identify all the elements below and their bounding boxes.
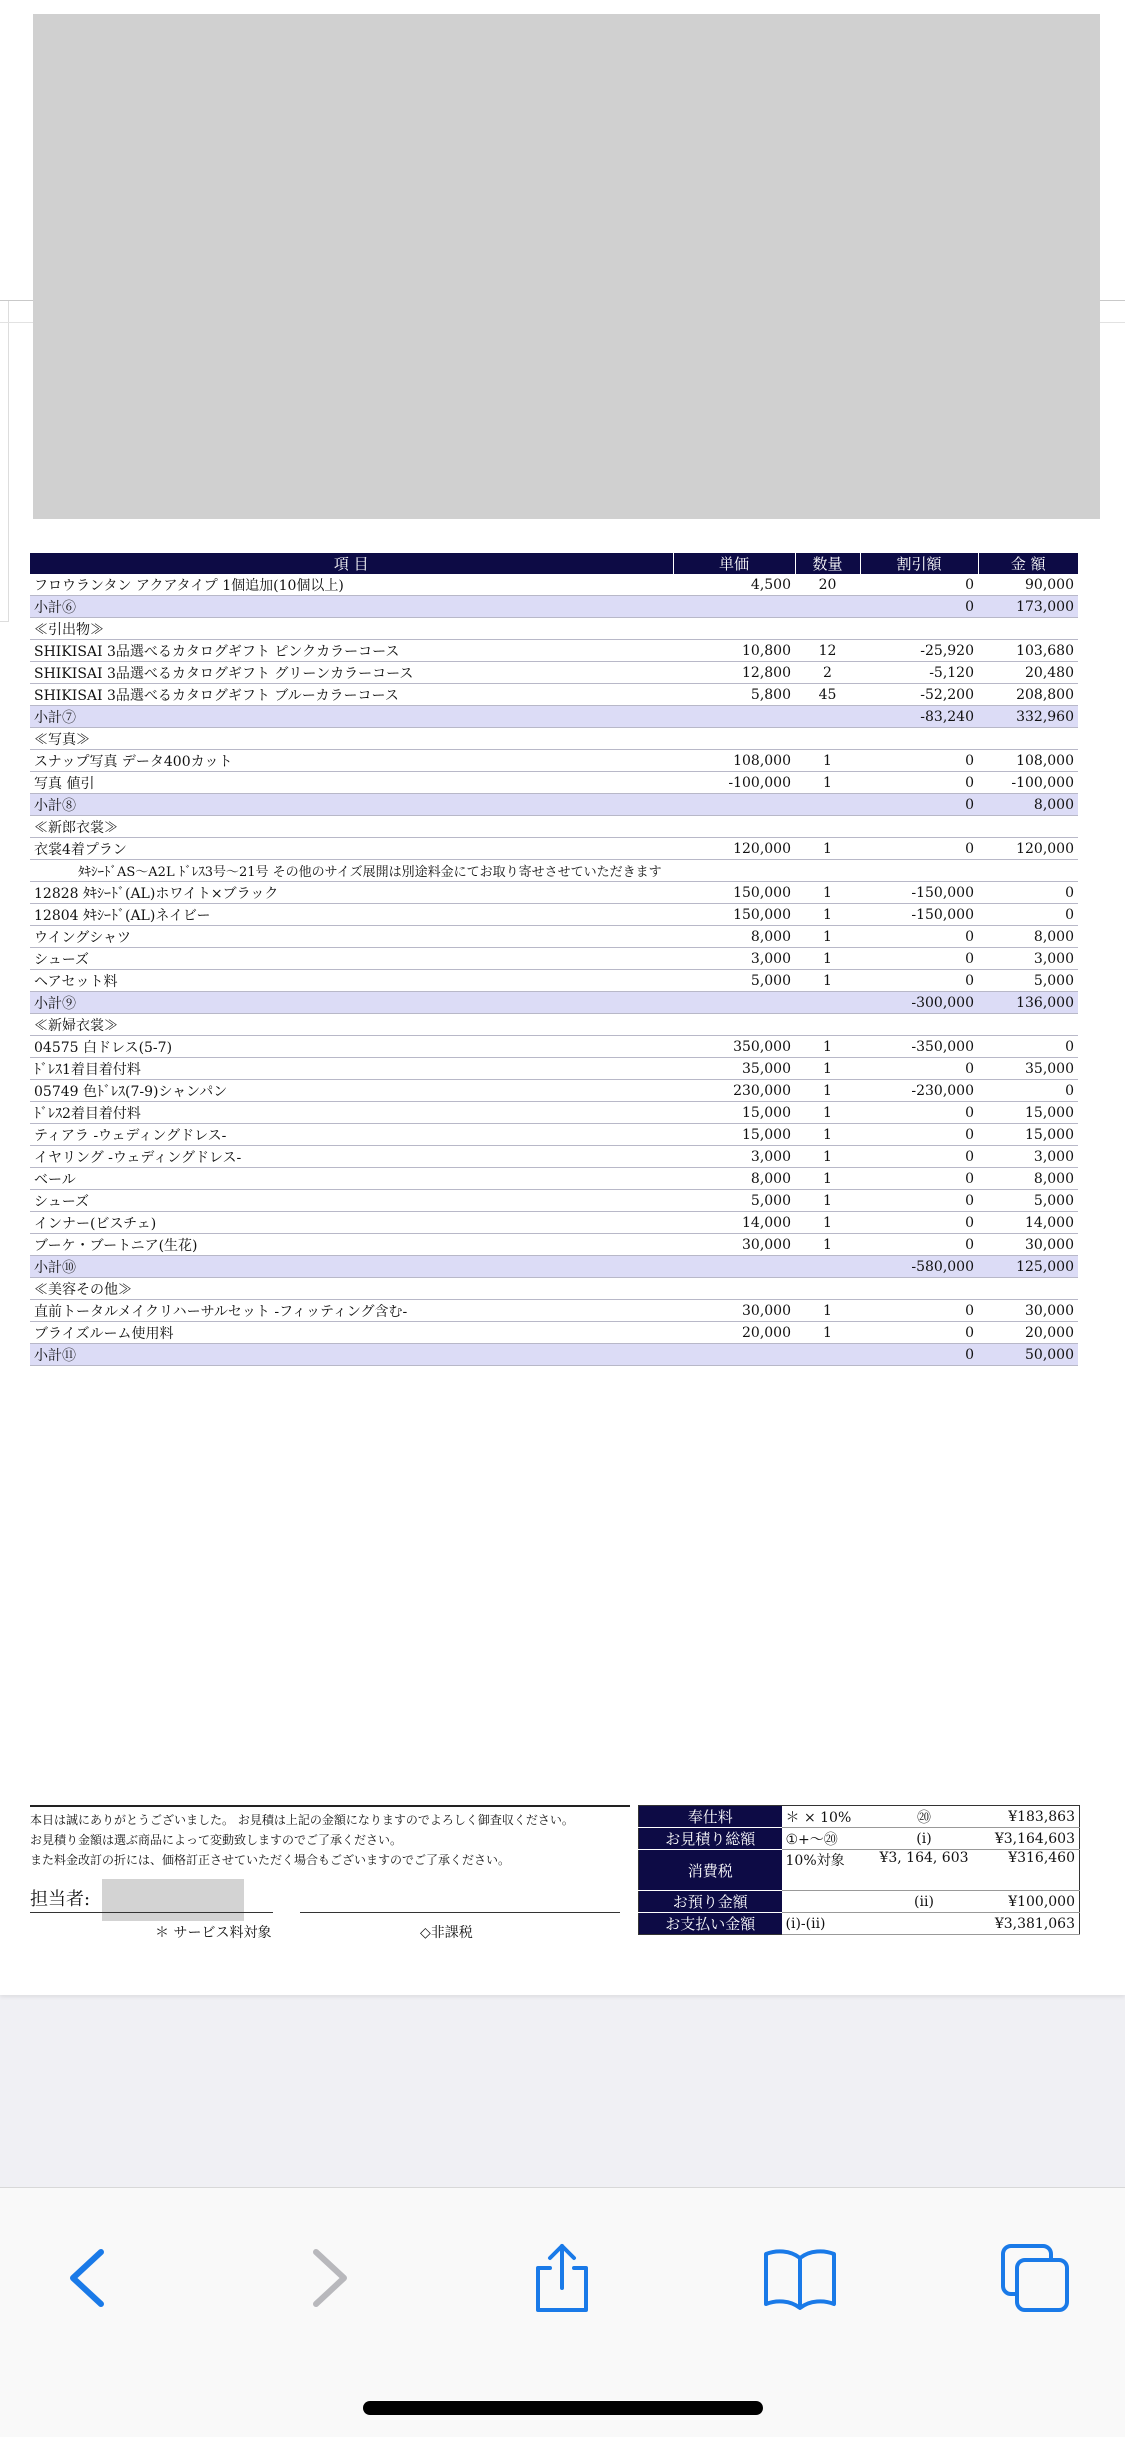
discount-cell: -350,000 <box>860 1036 978 1058</box>
discount-cell <box>860 1014 978 1036</box>
item-cell: 12828 ﾀｷｼｰﾄﾞ(AL)ホワイト×ブラック <box>30 882 673 904</box>
table-row <box>30 1300 1078 1322</box>
quantity-cell: 1 <box>795 1322 860 1344</box>
discount-cell <box>860 728 978 750</box>
item-cell: ≪引出物≫ <box>30 618 673 640</box>
unit-price-cell: 5,800 <box>673 684 795 706</box>
discount-cell <box>860 1278 978 1300</box>
divider <box>0 300 35 301</box>
revision-message: また料金改訂の折には、価格訂正させていただく場合もございますのでご了承ください。 <box>30 1853 511 1867</box>
discount-cell: -230,000 <box>860 1080 978 1102</box>
item-cell: スナップ写真 データ400カット <box>30 750 673 772</box>
unit-price-cell: 15,000 <box>673 1102 795 1124</box>
amount-cell: 15,000 <box>978 1102 1078 1124</box>
table-row <box>30 1036 1078 1058</box>
table-row <box>30 1322 1078 1344</box>
estimate-table <box>30 553 1078 1366</box>
unit-price-cell: 8,000 <box>673 1168 795 1190</box>
table-row <box>30 728 1078 750</box>
unit-price-cell: 150,000 <box>673 882 795 904</box>
signature-line <box>30 1912 273 1913</box>
table-row <box>30 1234 1078 1256</box>
item-cell: SHIKISAI 3品選べるカタログギフト グリーンカラーコース <box>30 662 673 684</box>
item-cell: 小計⑩ <box>30 1256 673 1278</box>
discount-cell: 0 <box>860 948 978 970</box>
item-cell: 直前トータルメイクリハーサルセット -フィッティング含む- <box>30 1300 673 1322</box>
header-item: 項 目 <box>30 553 673 574</box>
discount-cell: 0 <box>860 970 978 992</box>
discount-cell: -83,240 <box>860 706 978 728</box>
amount-cell: 8,000 <box>978 926 1078 948</box>
table-row <box>30 904 1078 926</box>
amount-cell <box>978 860 1078 882</box>
discount-cell: 0 <box>860 596 978 618</box>
unit-price-cell: 10,800 <box>673 640 795 662</box>
total-range: ①+〜⑳ <box>782 1828 872 1850</box>
quantity-cell: 1 <box>795 1080 860 1102</box>
amount-cell: 30,000 <box>978 1300 1078 1322</box>
quantity-cell: 1 <box>795 1300 860 1322</box>
quantity-cell <box>795 1278 860 1300</box>
payment-blank <box>872 1913 977 1935</box>
amount-cell <box>978 1014 1078 1036</box>
discount-cell: 0 <box>860 1124 978 1146</box>
unit-price-cell: 15,000 <box>673 1124 795 1146</box>
item-cell: ≪新郎衣裳≫ <box>30 816 673 838</box>
tax-base: ¥3, 164, 603 <box>872 1850 977 1891</box>
unit-price-cell: 30,000 <box>673 1234 795 1256</box>
unit-price-cell: 5,000 <box>673 970 795 992</box>
item-cell: 写真 値引 <box>30 772 673 794</box>
subtotal-row <box>30 596 1078 618</box>
discount-cell: -150,000 <box>860 882 978 904</box>
item-cell: SHIKISAI 3品選べるカタログギフト ピンクカラーコース <box>30 640 673 662</box>
discount-cell: -25,920 <box>860 640 978 662</box>
item-cell: ﾀｷｼｰﾄﾞAS〜A2L ﾄﾞﾚｽ3号〜21号 その他のサイズ展開は別途料金にてお取り寄せさせていただきます <box>30 860 673 882</box>
quantity-cell <box>795 728 860 750</box>
subtotal-row <box>30 992 1078 1014</box>
quantity-cell: 1 <box>795 838 860 860</box>
unit-price-cell <box>673 706 795 728</box>
service-amount: ¥183,863 <box>977 1806 1080 1828</box>
quantity-cell <box>795 1014 860 1036</box>
item-cell: 04575 白ドレス(5-7) <box>30 1036 673 1058</box>
discount-cell: 0 <box>860 1102 978 1124</box>
summary-table <box>638 1805 1080 1935</box>
unit-price-cell: 150,000 <box>673 904 795 926</box>
discount-cell: 0 <box>860 772 978 794</box>
discount-cell: 0 <box>860 1300 978 1322</box>
header-quantity: 数量 <box>795 553 860 574</box>
unit-price-cell <box>673 1014 795 1036</box>
discount-cell: -5,120 <box>860 662 978 684</box>
note-row <box>30 860 1078 882</box>
table-row <box>30 816 1078 838</box>
unit-price-cell: 120,000 <box>673 838 795 860</box>
unit-price-cell <box>673 860 795 882</box>
amount-cell: 35,000 <box>978 1058 1078 1080</box>
back-button[interactable] <box>47 2238 127 2318</box>
amount-cell: 120,000 <box>978 838 1078 860</box>
discount-cell: -300,000 <box>860 992 978 1014</box>
payment-formula: (ⅰ)-(ⅱ) <box>782 1913 872 1935</box>
amount-cell: 90,000 <box>978 574 1078 596</box>
back-icon <box>65 2246 109 2310</box>
unit-price-cell: -100,000 <box>673 772 795 794</box>
quantity-cell: 2 <box>795 662 860 684</box>
service-ref: ⑳ <box>872 1806 977 1828</box>
item-cell: 05749 色ﾄﾞﾚｽ(7-9)シャンパン <box>30 1080 673 1102</box>
header-amount: 金 額 <box>978 553 1078 574</box>
browser-toolbar <box>0 2187 1125 2437</box>
amount-cell: 125,000 <box>978 1256 1078 1278</box>
tabs-icon <box>999 2242 1071 2314</box>
discount-cell: 0 <box>860 838 978 860</box>
unit-price-cell <box>673 794 795 816</box>
tabs-button[interactable] <box>995 2238 1075 2318</box>
table-row <box>30 882 1078 904</box>
item-cell: ティアラ -ウェディングドレス- <box>30 1124 673 1146</box>
table-row <box>30 1058 1078 1080</box>
item-cell: 小計⑨ <box>30 992 673 1014</box>
unit-price-cell <box>673 596 795 618</box>
header-unit-price: 単価 <box>673 553 795 574</box>
page-edge-tab <box>0 300 9 622</box>
tax-amount: ¥316,460 <box>977 1850 1080 1891</box>
subtotal-row <box>30 706 1078 728</box>
item-cell: ≪新婦衣裳≫ <box>30 1014 673 1036</box>
table-row <box>30 684 1078 706</box>
table-row <box>30 772 1078 794</box>
discount-cell: 0 <box>860 574 978 596</box>
amount-cell: 0 <box>978 1080 1078 1102</box>
signature-line <box>300 1912 620 1913</box>
staff-row <box>30 1879 620 1913</box>
quantity-cell: 1 <box>795 1212 860 1234</box>
amount-cell: 50,000 <box>978 1344 1078 1366</box>
unit-price-cell: 3,000 <box>673 1146 795 1168</box>
amount-cell: 15,000 <box>978 1124 1078 1146</box>
variation-message: お見積り金額は選ぶ商品によって変動致しますのでご了承ください。 <box>30 1833 403 1847</box>
tax-label: 消費税 <box>639 1850 782 1891</box>
table-row <box>30 662 1078 684</box>
unit-price-cell: 108,000 <box>673 750 795 772</box>
quantity-cell: 1 <box>795 1234 860 1256</box>
unit-price-cell: 230,000 <box>673 1080 795 1102</box>
table-row <box>30 1212 1078 1234</box>
amount-cell: 0 <box>978 904 1078 926</box>
quantity-cell <box>795 618 860 640</box>
amount-cell: 20,480 <box>978 662 1078 684</box>
home-indicator <box>363 2401 763 2415</box>
item-cell: 12804 ﾀｷｼｰﾄﾞ(AL)ネイビー <box>30 904 673 926</box>
unit-price-cell: 350,000 <box>673 1036 795 1058</box>
quantity-cell: 1 <box>795 1146 860 1168</box>
unit-price-cell: 20,000 <box>673 1322 795 1344</box>
table-row <box>30 750 1078 772</box>
service-label: 奉仕料 <box>639 1806 782 1828</box>
item-cell: イヤリング -ウェディングドレス- <box>30 1146 673 1168</box>
amount-cell: 5,000 <box>978 970 1078 992</box>
staff-label: 担当者: <box>30 1889 91 1910</box>
unit-price-cell <box>673 816 795 838</box>
table-row <box>30 1168 1078 1190</box>
redacted-area <box>33 14 1100 519</box>
quantity-cell: 1 <box>795 1058 860 1080</box>
quantity-cell <box>795 1344 860 1366</box>
quantity-cell: 20 <box>795 574 860 596</box>
discount-cell: -150,000 <box>860 904 978 926</box>
discount-cell: 0 <box>860 1190 978 1212</box>
discount-cell: 0 <box>860 794 978 816</box>
amount-cell: 173,000 <box>978 596 1078 618</box>
quantity-cell: 1 <box>795 970 860 992</box>
quantity-cell <box>795 706 860 728</box>
thanks-message: 本日は誠にありがとうございました。 お見積は上記の金額になりますのでよろしく御査収ください。 <box>30 1813 574 1827</box>
amount-cell: 103,680 <box>978 640 1078 662</box>
unit-price-cell <box>673 992 795 1014</box>
item-cell: ≪美容その他≫ <box>30 1278 673 1300</box>
subtotal-row <box>30 794 1078 816</box>
item-cell: 衣裳4着プラン <box>30 838 673 860</box>
quantity-cell <box>795 992 860 1014</box>
table-row <box>30 1102 1078 1124</box>
summary-row-payment <box>639 1913 1080 1935</box>
amount-cell: 14,000 <box>978 1212 1078 1234</box>
discount-cell <box>860 860 978 882</box>
table-header-row <box>30 553 1078 574</box>
unit-price-cell: 35,000 <box>673 1058 795 1080</box>
unit-price-cell <box>673 728 795 750</box>
footer-notes <box>30 1805 630 1925</box>
item-cell: 小計⑥ <box>30 596 673 618</box>
item-cell: ﾄﾞﾚｽ2着目着付料 <box>30 1102 673 1124</box>
amount-cell: 0 <box>978 882 1078 904</box>
total-ref: (ⅰ) <box>872 1828 977 1850</box>
amount-cell <box>978 1278 1078 1300</box>
amount-cell: 20,000 <box>978 1322 1078 1344</box>
unit-price-cell: 14,000 <box>673 1212 795 1234</box>
item-cell: ヘアセット料 <box>30 970 673 992</box>
table-row <box>30 640 1078 662</box>
forward-button[interactable] <box>290 2238 370 2318</box>
unit-price-cell <box>673 1344 795 1366</box>
payment-label: お支払い金額 <box>639 1913 782 1935</box>
summary-row-deposit <box>639 1891 1080 1913</box>
summary-row-tax <box>639 1850 1080 1891</box>
discount-cell <box>860 816 978 838</box>
amount-cell: -100,000 <box>978 772 1078 794</box>
payment-amount: ¥3,381,063 <box>977 1913 1080 1935</box>
unit-price-cell: 5,000 <box>673 1190 795 1212</box>
item-cell: ベール <box>30 1168 673 1190</box>
discount-cell: 0 <box>860 1234 978 1256</box>
item-cell: SHIKISAI 3品選べるカタログギフト ブルーカラーコース <box>30 684 673 706</box>
total-amount: ¥3,164,603 <box>977 1828 1080 1850</box>
unit-price-cell <box>673 618 795 640</box>
quantity-cell: 1 <box>795 926 860 948</box>
discount-cell: 0 <box>860 926 978 948</box>
discount-cell: 0 <box>860 1146 978 1168</box>
table-row <box>30 1278 1078 1300</box>
quantity-cell: 1 <box>795 948 860 970</box>
quantity-cell: 45 <box>795 684 860 706</box>
deposit-blank <box>782 1891 872 1913</box>
table-row <box>30 970 1078 992</box>
discount-cell: -52,200 <box>860 684 978 706</box>
item-cell: シューズ <box>30 1190 673 1212</box>
unit-price-cell: 12,800 <box>673 662 795 684</box>
quantity-cell: 1 <box>795 904 860 926</box>
subtotal-row <box>30 1256 1078 1278</box>
amount-cell: 5,000 <box>978 1190 1078 1212</box>
unit-price-cell: 4,500 <box>673 574 795 596</box>
discount-cell: 0 <box>860 1344 978 1366</box>
item-cell: 小計⑪ <box>30 1344 673 1366</box>
quantity-cell: 1 <box>795 1190 860 1212</box>
amount-cell <box>978 618 1078 640</box>
table-row <box>30 618 1078 640</box>
item-cell: 小計⑧ <box>30 794 673 816</box>
deposit-label: お預り金額 <box>639 1891 782 1913</box>
amount-cell: 136,000 <box>978 992 1078 1014</box>
unit-price-cell: 3,000 <box>673 948 795 970</box>
amount-cell: 108,000 <box>978 750 1078 772</box>
share-button[interactable] <box>522 2238 602 2318</box>
item-cell: インナー(ビスチェ) <box>30 1212 673 1234</box>
quantity-cell <box>795 860 860 882</box>
table-row <box>30 948 1078 970</box>
discount-cell <box>860 618 978 640</box>
item-cell: シューズ <box>30 948 673 970</box>
amount-cell: 208,800 <box>978 684 1078 706</box>
item-cell: ﾄﾞﾚｽ1着目着付料 <box>30 1058 673 1080</box>
summary-row-service <box>639 1806 1080 1828</box>
legend-tax-exempt: ◇非課税 <box>420 1925 473 1941</box>
amount-cell <box>978 816 1078 838</box>
item-cell: ≪写真≫ <box>30 728 673 750</box>
amount-cell: 3,000 <box>978 1146 1078 1168</box>
discount-cell: 0 <box>860 1168 978 1190</box>
quantity-cell: 1 <box>795 772 860 794</box>
discount-cell: -580,000 <box>860 1256 978 1278</box>
quantity-cell: 1 <box>795 750 860 772</box>
legend-service-charge: ＊ サービス料対象 <box>155 1925 272 1941</box>
header-discount: 割引額 <box>860 553 978 574</box>
table-row <box>30 1146 1078 1168</box>
table-row <box>30 1190 1078 1212</box>
share-icon <box>530 2242 594 2314</box>
quantity-cell <box>795 1256 860 1278</box>
quantity-cell: 1 <box>795 1036 860 1058</box>
item-cell: ブライズルーム使用料 <box>30 1322 673 1344</box>
item-cell: ブーケ・ブートニア(生花) <box>30 1234 673 1256</box>
item-cell: ウイングシャツ <box>30 926 673 948</box>
item-cell: フロウランタン アクアタイプ 1個追加(10個以上) <box>30 574 673 596</box>
quantity-cell: 1 <box>795 882 860 904</box>
quantity-cell <box>795 794 860 816</box>
discount-cell: 0 <box>860 750 978 772</box>
quantity-cell: 12 <box>795 640 860 662</box>
deposit-amount: ¥100,000 <box>977 1891 1080 1913</box>
table-row <box>30 1014 1078 1036</box>
table-row <box>30 926 1078 948</box>
amount-cell: 8,000 <box>978 1168 1078 1190</box>
quantity-cell <box>795 596 860 618</box>
bookmarks-icon <box>762 2246 838 2310</box>
tax-target: 10%対象 <box>782 1850 872 1891</box>
redacted-staff-name <box>102 1879 244 1921</box>
amount-cell: 332,960 <box>978 706 1078 728</box>
subtotal-row <box>30 1344 1078 1366</box>
unit-price-cell <box>673 1256 795 1278</box>
unit-price-cell: 8,000 <box>673 926 795 948</box>
amount-cell: 3,000 <box>978 948 1078 970</box>
deposit-ref: (ⅱ) <box>872 1891 977 1913</box>
unit-price-cell: 30,000 <box>673 1300 795 1322</box>
item-cell: 小計⑦ <box>30 706 673 728</box>
quantity-cell: 1 <box>795 1102 860 1124</box>
table-row <box>30 574 1078 596</box>
total-label: お見積り総額 <box>639 1828 782 1850</box>
table-row <box>30 838 1078 860</box>
unit-price-cell <box>673 1278 795 1300</box>
table-row <box>30 1080 1078 1102</box>
discount-cell: 0 <box>860 1058 978 1080</box>
discount-cell: 0 <box>860 1212 978 1234</box>
quantity-cell: 1 <box>795 1124 860 1146</box>
forward-icon <box>308 2246 352 2310</box>
amount-cell: 0 <box>978 1036 1078 1058</box>
table-row <box>30 1124 1078 1146</box>
quantity-cell <box>795 816 860 838</box>
amount-cell <box>978 728 1078 750</box>
summary-row-total <box>639 1828 1080 1850</box>
amount-cell: 8,000 <box>978 794 1078 816</box>
bookmarks-button[interactable] <box>760 2238 840 2318</box>
amount-cell: 30,000 <box>978 1234 1078 1256</box>
service-rate: ＊ × 10% <box>782 1806 872 1828</box>
discount-cell: 0 <box>860 1322 978 1344</box>
quantity-cell: 1 <box>795 1168 860 1190</box>
